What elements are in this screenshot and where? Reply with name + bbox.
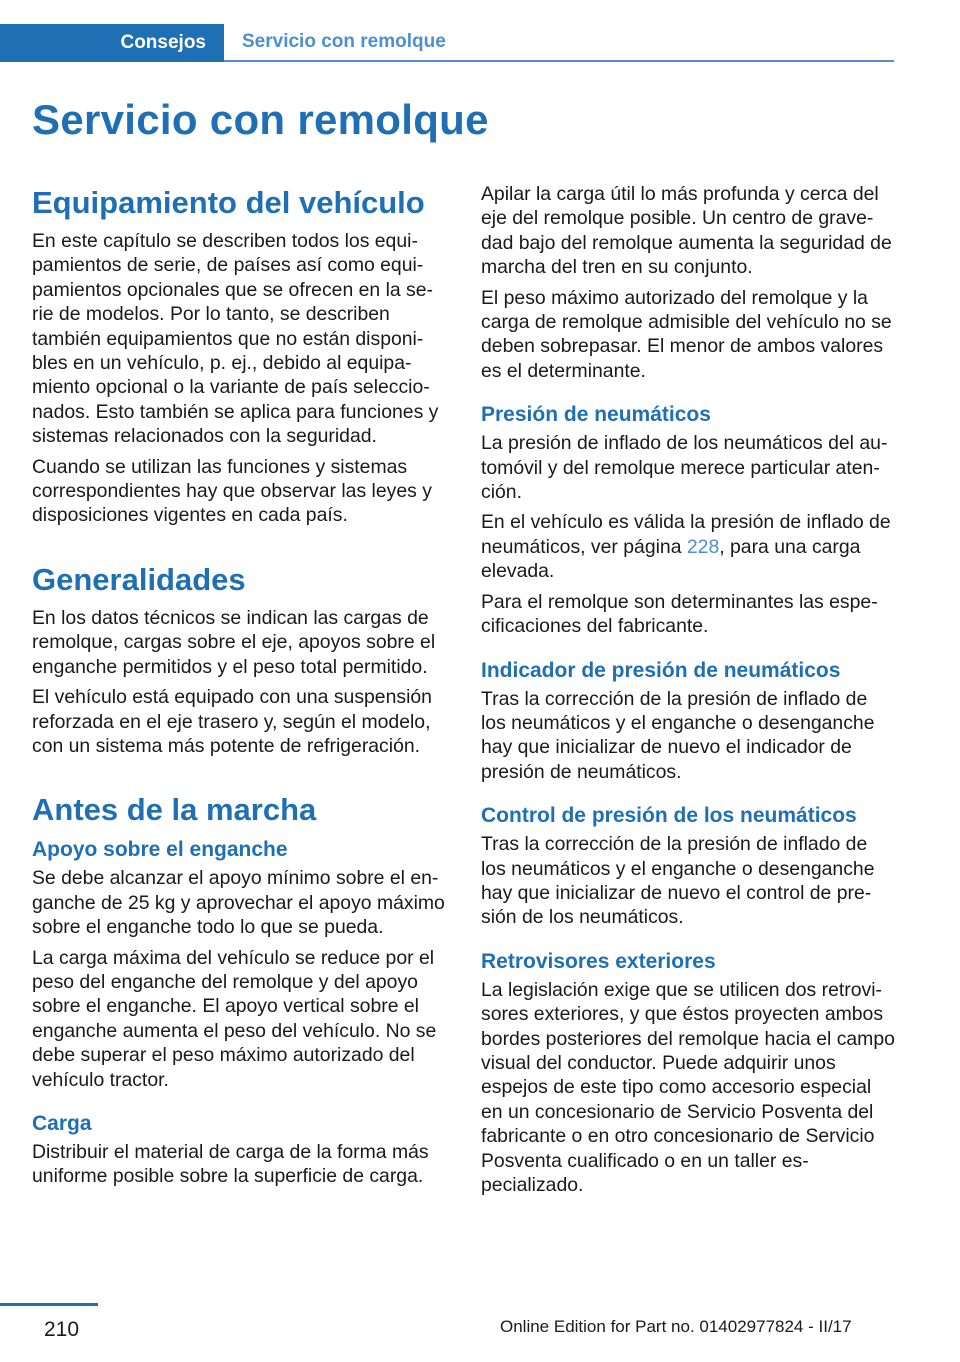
edition-note: Online Edition for Part no. 01402977824 - II/17 bbox=[500, 1317, 852, 1336]
right-column bbox=[481, 182, 897, 1203]
left-column bbox=[32, 183, 446, 1195]
heading-generalidades: Generalidades bbox=[32, 561, 246, 597]
page-title: Servicio con remolque bbox=[32, 96, 489, 143]
page-number: 210 bbox=[44, 1318, 80, 1341]
paragraph: Se debe alcanzar el apoyo mínimo sobre el enganche de 25 kg y aprovechar el apoyo máximo sobre el enganche todo lo que se pueda. bbox=[32, 867, 445, 939]
text: , para una carga elevada. bbox=[481, 535, 861, 583]
paragraph: Cuando se utilizan las funciones y sistemas correspondientes hay que observar las leyes y disposiciones vigentes en cada país. bbox=[32, 455, 432, 527]
heading-presion-neumaticos: Presión de neumáticos bbox=[481, 403, 711, 427]
footer-rule bbox=[0, 1303, 98, 1306]
paragraph-page-ref bbox=[481, 510, 897, 583]
paragraph: Tras la corrección de la presión de inflado de los neumáticos y el enganche o desenganche hay que inicializar de nuevo el indicador de presión de neumáticos. bbox=[481, 687, 875, 783]
paragraph: Para el remolque son determinantes las especificaciones del fabricante. bbox=[481, 590, 878, 638]
heading-control-presion: Control de presión de los neumáticos bbox=[481, 804, 857, 828]
paragraph: Tras la corrección de la presión de inflado de los neumáticos y el enganche o desenganche hay que inicializar de nuevo el control de presión de los neumáticos. bbox=[481, 833, 875, 929]
paragraph: La presión de inflado de los neumáticos del automóvil y del remolque merece particular atención. bbox=[481, 432, 888, 504]
section-header: Servicio con remolque bbox=[224, 24, 894, 62]
heading-carga: Carga bbox=[32, 1111, 92, 1135]
heading-antes-marcha: Antes de la marcha bbox=[32, 792, 317, 828]
paragraph: La carga máxima del vehículo se reduce por el peso del enganche del remolque y del apoyo sobre el enganche. El apoyo vertical sobre el enganche aumenta el peso del vehículo. No se debe superar el peso máximo autorizado del vehículo tractor. bbox=[32, 946, 437, 1091]
paragraph: La legislación exige que se utilicen dos retrovisores exteriores, y que éstos proyecten ambos bordes posteriores del remolque hacia el campo visual del conductor. Puede adquirir unos espejos de este tipo como accesorio especial en un concesionario de Servicio Posventa del fabricante o en otro concesionario de Servicio Posventa cualificado o en un taller especializado. bbox=[481, 978, 895, 1196]
heading-apoyo-enganche: Apoyo sobre el enganche bbox=[32, 838, 288, 862]
heading-equipamiento: Equipamiento del vehículo bbox=[32, 185, 425, 220]
page-link[interactable]: 228 bbox=[686, 535, 720, 558]
heading-indicador-presion: Indicador de presión de neumáticos bbox=[481, 658, 841, 682]
heading-retrovisores: Retrovisores exteriores bbox=[481, 949, 716, 973]
paragraph: Distribuir el material de carga de la forma más uniforme posible sobre la superficie de carga. bbox=[32, 1140, 429, 1188]
paragraph: El vehículo está equipado con una suspensión reforzada en el eje trasero y, según el modelo, con un sistema más potente de refrigeración. bbox=[32, 686, 432, 757]
paragraph: Apilar la carga útil lo más profunda y cerca del eje del remolque posible. Un centro de gravedad bajo del remolque aumenta la seguridad de marcha del tren en su conjunto. bbox=[481, 183, 892, 279]
paragraph: En los datos técnicos se indican las cargas de remolque, cargas sobre el eje, apoyos sobre el enganche permitidos y el peso total permitido. bbox=[32, 606, 436, 678]
text: En el vehículo es válida la presión de inflado de neumáticos, ver página bbox=[481, 511, 891, 558]
paragraph: En este capítulo se describen todos los equipamientos de serie, de países así como equipamientos opcionales que se ofrecen en la serie de modelos. Por lo tanto, se describen también equipamientos que no están disponibles en un vehículo, p. ej., debido al equipamiento opcional o la variante de país seleccionados. Esto también se aplica para funciones y sistemas relacionados con la seguridad. bbox=[32, 230, 439, 448]
chapter-tab[interactable]: Consejos bbox=[0, 24, 224, 62]
paragraph: El peso máximo autorizado del remolque y la carga de remolque admisible del vehículo no se deben sobrepasar. El menor de ambos valores es el determinante. bbox=[481, 286, 892, 382]
